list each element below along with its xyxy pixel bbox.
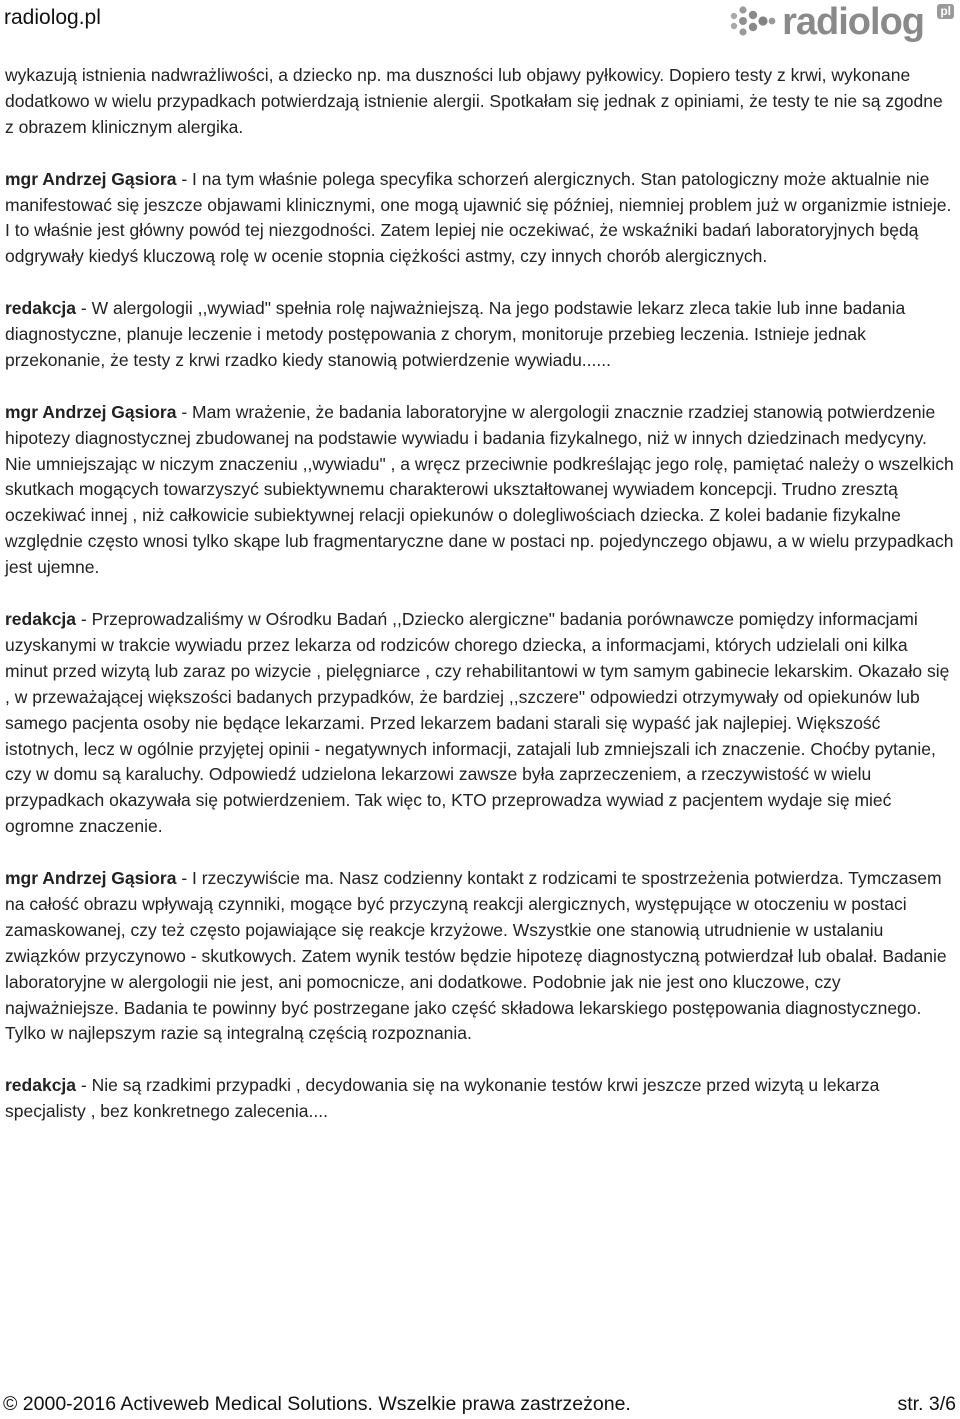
radiolog-logo — [728, 0, 958, 44]
paragraph-text: - Przeprowadzaliśmy w Ośrodku Badań ,,Dziecko alergiczne" badania porównawcze pomiędzy informacjami uzyskanymi w trakcie wywiadu przez lekarza od rodziców chorego dziecka, a informacjami, których udzielali oni kilka minut przed wizytą lub zaraz po wizycie , pielęgniarce , czy rehabilitantowi w tym samym gabinecie lekarskim. Okazało się , w przeważającej większości badanych przypadków, że bardziej ,,szczere" odpowiedzi otrzymywały od opiekunów lub samego pacjenta osoby nie będące lekarzami. Przed lekarzem badani starali się wypaść jak najlepiej. Większość istotnych, lecz w ogólnie przyjętej opinii - negatywnych informacji, zatajali lub zmniejszali ich znaczenie. Choćby pytanie, czy w domu są karaluchy. Odpowiedź udzielona lekarzowi zawsze była zaprzeczeniem, a rzeczywistość w wielu przypadkach okazywała się potwierdzeniem. Tak więc to, KTO przeprowadza wywiad z pacjentem wydaje się mieć ogromne znaczenie. — [5, 608, 950, 837]
speaker-name: mgr Andrzej Gąsiora — [5, 868, 177, 889]
paragraph-text: - I rzeczywiście ma. Nasz codzienny kontakt z rodzicami te spostrzeżenia potwierdza. Tymczasem na całość obrazu wpływają czynniki, mogące być przyczyną reakcji alergicznych, występujące w otoczeniu w postaci zamaskowanej, czy też często pojawiające się reakcje krzyżowe. Wszystkie one stanowią utrudnienie w ustalaniu związków przyczynowo - skutkowych. Zatem wynik testów będzie hipotezę diagnostyczną potwierdzał lub obalał. Badanie laboratoryjne w alergologii nie jest, ani pomocnicze, ani dodatkowe. Podobnie jak nie jest ono kluczowe, czy najważniejsze. Badania te powinny być postrzegane jako część składowa lekarskiego postępowania diagnostycznego. Tylko w najlepszym razie są integralną częścią rozpoznania. — [5, 868, 947, 1044]
paragraph — [5, 866, 955, 1047]
speaker-name: redakcja — [5, 298, 77, 319]
speaker-name: mgr Andrzej Gąsiora — [5, 401, 177, 422]
article-body — [5, 63, 955, 1151]
copyright-notice: © 2000-2016 Activeweb Medical Solutions. Wszelkie prawa zastrzeżone. — [3, 1393, 631, 1415]
paragraph-text: - I na tym właśnie polega specyfika schorzeń alergicznych. Stan patologiczny może aktualnie nie manifestować się jeszcze objawami klinicznymi, one mogą ujawnić się później, niemniej problem już w organizmie istnieje. I to właśnie jest główny powód tej niezgodności. Zatem lepiej nie oczekiwać, że wskaźniki badań laboratoryjnych będą odgrywały kiedyś kluczową rolę w ocenie stopnia ciężkości astmy, czy innych chorób alergicznych. — [5, 168, 952, 267]
paragraph — [5, 63, 955, 141]
page-header — [0, 0, 960, 48]
radiolog-dots-logo-icon — [728, 2, 780, 42]
speaker-name: redakcja — [5, 608, 77, 629]
paragraph-text: - W alergologii ,,wywiad" spełnia rolę najważniejszą. Na jego podstawie lekarz zleca takie lub inne badania diagnostyczne, planuje leczenie i metody postępowania z chorym, monitoruje przebieg leczenia. Istnieje jednak przekonanie, że testy z krwi rzadko kiedy stanowią potwierdzenie wywiadu...... — [5, 298, 906, 370]
paragraph — [5, 167, 955, 271]
paragraph-text: wykazują istnienia nadwrażliwości, a dziecko np. ma duszności lub objawy pyłkowicy. Dopiero testy z krwi, wykonane dodatkowo w wielu przypadkach potwierdzają istnienie alergii. Spotkałam się jednak z opiniami, że testy te nie są zgodne z obrazem klinicznym alergika. — [5, 65, 943, 137]
speaker-name: mgr Andrzej Gąsiora — [5, 168, 177, 189]
paragraph — [5, 296, 955, 374]
logo-pl-badge: pl — [937, 4, 954, 19]
site-name: radiolog.pl — [4, 6, 101, 29]
paragraph — [5, 1073, 955, 1125]
page-number: str. 3/6 — [897, 1393, 956, 1415]
paragraph-text: - Mam wrażenie, że badania laboratoryjne w alergologii znacznie rzadziej stanowią potwierdzenie hipotezy diagnostycznej zbudowanej na podstawie wywiadu i badania fizykalnego, niż w innych dziedzinach medycyny. Nie umniejszając w niczym znaczeniu ,,wywiadu" , a wręcz przeciwnie podkreślając jego rolę, pamiętać należy o wszelkich skutkach mogących towarzyszyć subiektywnemu charakterowi ukształtowanej wywiadem koncepcji. Trudno zresztą oczekiwać innej , niż całkowicie subiektywnej relacji opiekunów o dolegliwościach dziecka. Z kolei badanie fizykalne względnie często wnosi tylko skąpe lub fragmentaryczne dane w postaci np. pojedynczego objawu, a w wielu przypadkach jest ujemne. — [5, 401, 954, 578]
page-footer — [0, 1393, 960, 1419]
speaker-name: redakcja — [5, 1075, 77, 1096]
paragraph — [5, 400, 955, 581]
paragraph — [5, 607, 955, 840]
logo-wordmark: radiolog — [782, 1, 924, 43]
paragraph-text: - Nie są rzadkimi przypadki , decydowania się na wykonanie testów krwi jeszcze przed wizytą u lekarza specjalisty , bez konkretnego zalecenia.... — [5, 1075, 880, 1122]
